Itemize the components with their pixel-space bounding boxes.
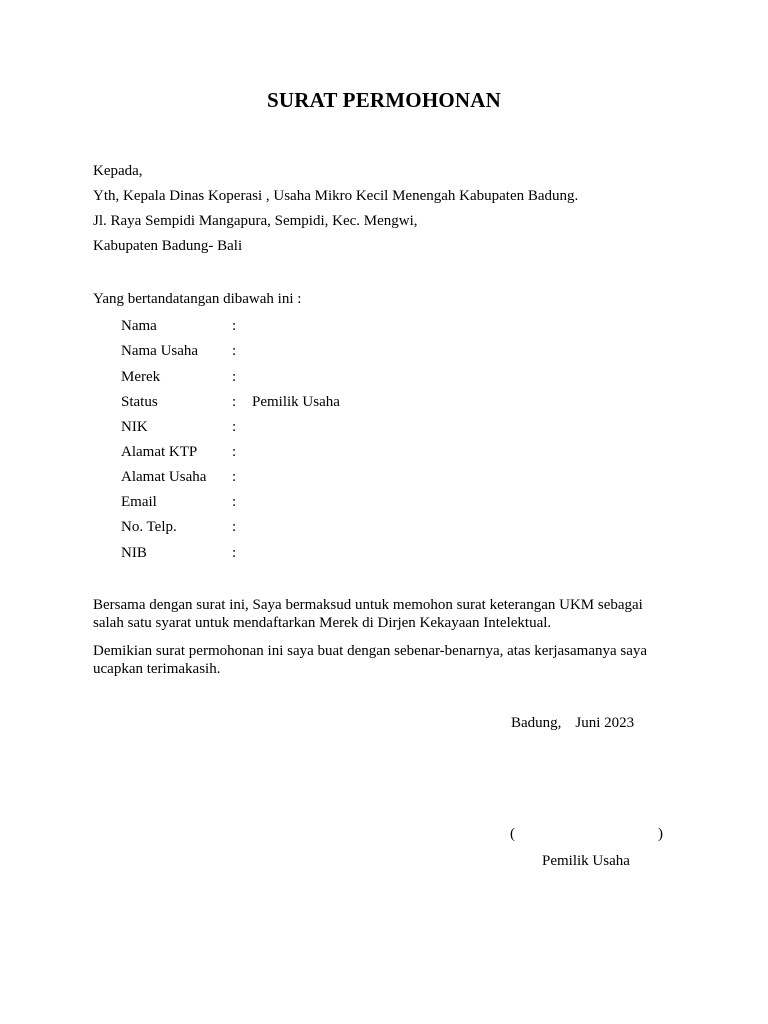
field-label: NIK bbox=[121, 419, 148, 435]
field-colon: : bbox=[232, 419, 237, 435]
field-label: No. Telp. bbox=[121, 519, 177, 535]
body-paragraph-2: Demikian surat permohonan ini saya buat dengan sebenar-benarnya, atas kerjasamanya saya ucapkan terimakasih. bbox=[93, 643, 648, 677]
recipient-line-3: Kabupaten Badung- Bali bbox=[93, 238, 243, 254]
field-label: Merek bbox=[121, 369, 161, 385]
recipient-greeting: Kepada, bbox=[93, 163, 143, 179]
field-colon: : bbox=[232, 469, 237, 485]
place-date bbox=[511, 714, 634, 732]
closing-date: Juni 2023 bbox=[575, 715, 635, 731]
field-colon: : bbox=[232, 343, 237, 359]
signer-title: Pemilik Usaha bbox=[542, 853, 630, 869]
field-label: Alamat KTP bbox=[121, 444, 198, 460]
field-label: Nama bbox=[121, 318, 157, 334]
recipient-line-1: Yth, Kepala Dinas Koperasi , Usaha Mikro Kecil Menengah Kabupaten Badung. bbox=[93, 188, 579, 204]
field-colon: : bbox=[232, 519, 237, 535]
body-paragraph-1: Bersama dengan surat ini, Saya bermaksud untuk memohon surat keterangan UKM sebagai salah satu syarat untuk mendaftarkan Merek di Dirjen Kekayaan Intelektual. bbox=[93, 597, 643, 631]
signature-paren-open: ( bbox=[510, 826, 515, 842]
field-label: Alamat Usaha bbox=[121, 469, 207, 485]
signature-paren-close: ) bbox=[658, 826, 663, 842]
field-colon: : bbox=[232, 444, 237, 460]
field-colon: : bbox=[232, 545, 237, 561]
field-colon: : bbox=[232, 394, 237, 410]
recipient-line-2: Jl. Raya Sempidi Mangapura, Sempidi, Kec. Mengwi, bbox=[93, 213, 418, 229]
field-label: Nama Usaha bbox=[121, 343, 199, 359]
closing-place: Badung, bbox=[511, 715, 562, 731]
field-label: Email bbox=[121, 494, 157, 510]
field-colon: : bbox=[232, 494, 237, 510]
letter-title: SURAT PERMOHONAN bbox=[266, 88, 501, 112]
field-value: Pemilik Usaha bbox=[252, 394, 340, 410]
field-colon: : bbox=[232, 369, 237, 385]
field-colon: : bbox=[232, 318, 237, 334]
field-label: Status bbox=[121, 394, 158, 410]
field-label: NIB bbox=[121, 545, 147, 561]
intro-text: Yang bertandatangan dibawah ini : bbox=[93, 291, 302, 307]
